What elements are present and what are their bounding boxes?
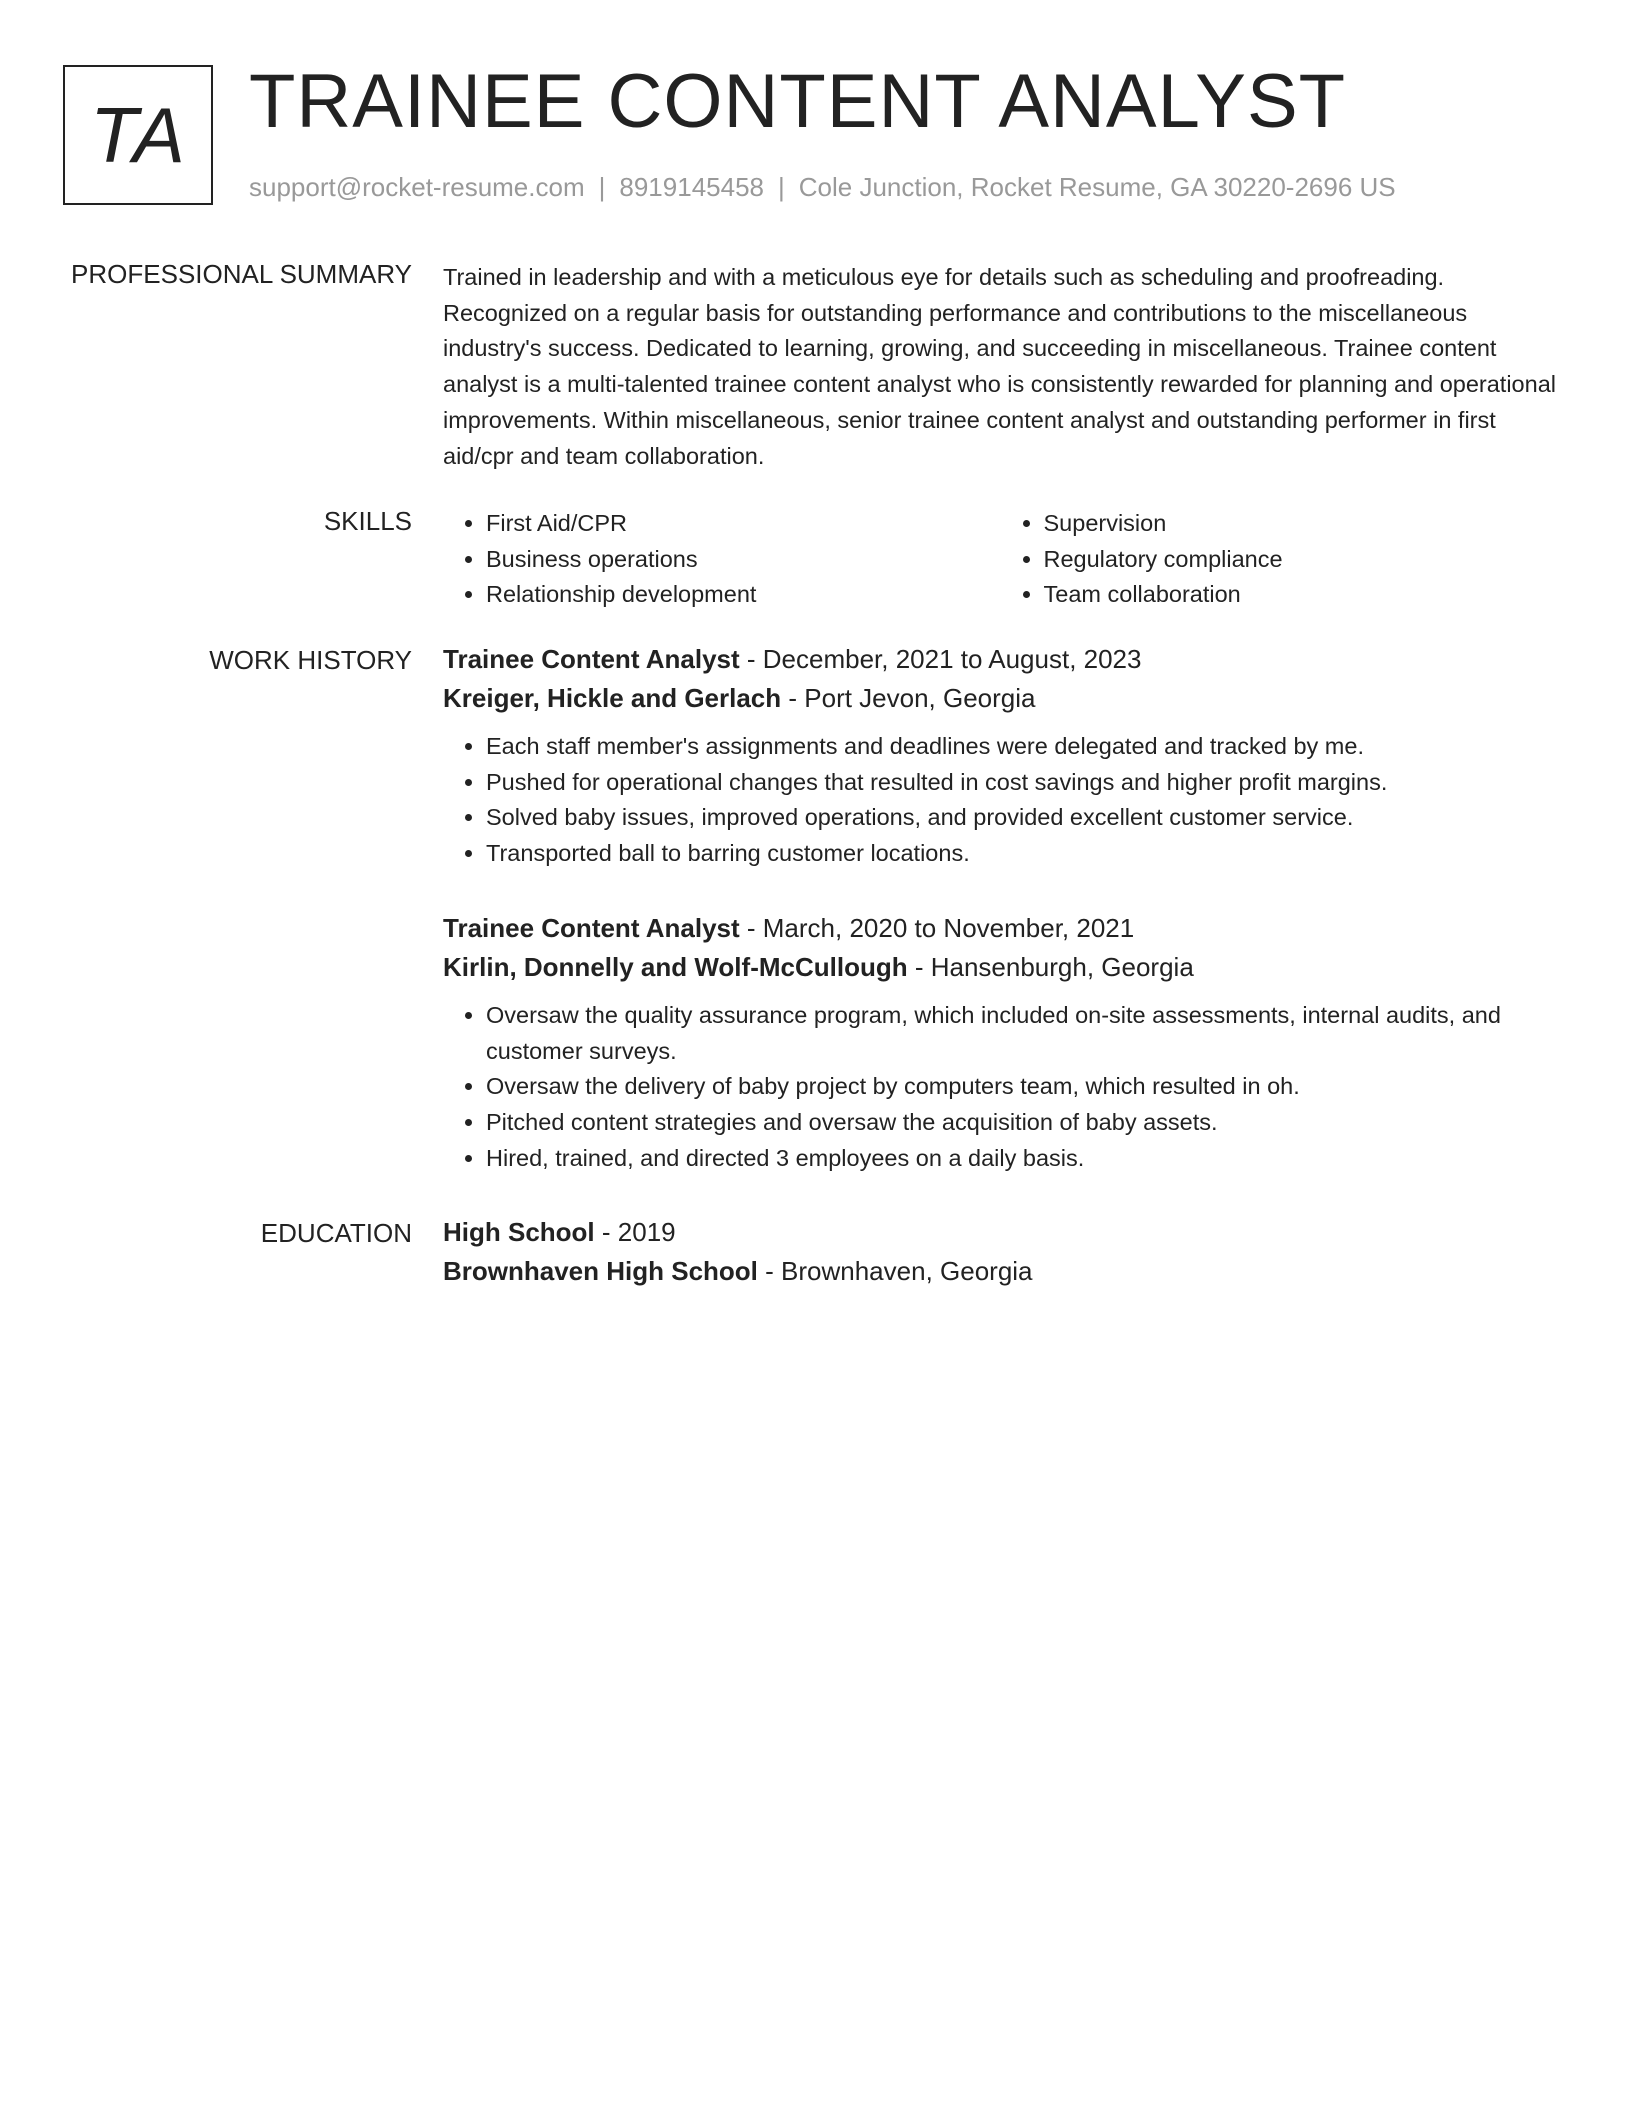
job-bullet: • Hired, trained, and directed 3 employees on a daily basis. [486, 1141, 1558, 1177]
job-dates: - December, 2021 to August, 2023 [739, 644, 1142, 674]
separator: | [598, 172, 606, 202]
address-text: Cole Junction, Rocket Resume, GA 30220-2696 US [798, 172, 1396, 202]
job-title: Trainee Content Analyst [443, 644, 740, 674]
education-school: Brownhaven High School [443, 1256, 758, 1286]
job-title-line [443, 909, 1558, 948]
job-location: - Hansenburgh, Georgia [907, 951, 1194, 982]
job-bullet: • Oversaw the delivery of baby project by computers team, which resulted in oh. [486, 1069, 1558, 1105]
job-bullet: • Each staff member's assignments and deadlines were delegated and tracked by me. [486, 729, 1558, 765]
job-dates: - March, 2020 to November, 2021 [739, 912, 1135, 943]
page-title: TRAINEE CONTENT ANALYST [249, 59, 1347, 144]
section-label-skills: SKILLS [323, 506, 412, 536]
education-year: - 2019 [594, 1217, 676, 1247]
job-bullets [443, 729, 1558, 872]
job-location: - Port Jevon, Georgia [781, 683, 1036, 713]
monogram-logo: TA [63, 65, 213, 205]
job-entry [443, 640, 1558, 872]
job-company-line [443, 679, 1558, 718]
skill-item: • Business operations [486, 542, 1001, 578]
job-entry [443, 909, 1558, 1177]
education-location: - Brownhaven, Georgia [757, 1256, 1033, 1286]
skill-item: • First Aid/CPR [486, 506, 1001, 542]
work-history-body [443, 640, 1558, 1213]
job-bullet: • Pushed for operational changes that resulted in cost savings and higher profit margins. [486, 765, 1558, 801]
job-bullet: • Transported ball to barring customer locations. [486, 836, 1558, 872]
skills-list-left [443, 506, 1001, 613]
job-company-line [443, 948, 1558, 987]
section-label-work-history: WORK HISTORY [209, 645, 412, 675]
separator: | [778, 172, 785, 202]
skills-list-right [1001, 506, 1559, 613]
job-bullets [443, 998, 1558, 1177]
education-body [443, 1213, 1558, 1291]
education-school-line [443, 1252, 1558, 1291]
job-title: Trainee Content Analyst [443, 912, 740, 943]
contact-line [249, 172, 1396, 203]
summary-text: Trained in leadership and with a meticulous eye for details such as scheduling and proofreading. Recognized on a regular basis for outstanding performance and contributions to the miscellaneous industry's success. Dedicated to learning, growing, and succeeding in miscellaneous. Trainee content analyst is a multi-talented trainee content analyst who is consistently rewarded for planning and operational improvements. Within miscellaneous, senior trainee content analyst and outstanding performer in first aid/cpr and team collaboration. [443, 264, 1556, 469]
job-bullet: • Oversaw the quality assurance program, which included on-site assessments, internal audits, and customer surveys. [486, 998, 1558, 1069]
job-company: Kreiger, Hickle and Gerlach [443, 683, 782, 713]
summary-body [443, 260, 1558, 474]
job-company: Kirlin, Donnelly and Wolf-McCullough [443, 951, 908, 982]
education-degree-line [443, 1213, 1558, 1252]
email-text: support@rocket-resume.com [249, 172, 585, 202]
skill-item: • Regulatory compliance [1044, 542, 1559, 578]
education-degree: High School [443, 1217, 595, 1247]
job-bullet: • Solved baby issues, improved operations, and provided excellent customer service. [486, 800, 1558, 836]
skill-item: • Supervision [1044, 506, 1559, 542]
section-label-education: EDUCATION [260, 1218, 412, 1248]
job-title-line [443, 640, 1558, 679]
phone-text: 8919145458 [619, 172, 764, 202]
skill-item: • Team collaboration [1044, 577, 1559, 613]
job-bullet: • Pitched content strategies and oversaw the acquisition of baby assets. [486, 1105, 1558, 1141]
skill-item: • Relationship development [486, 577, 1001, 613]
skills-body [443, 506, 1558, 613]
section-label-summary: PROFESSIONAL SUMMARY [71, 259, 412, 289]
